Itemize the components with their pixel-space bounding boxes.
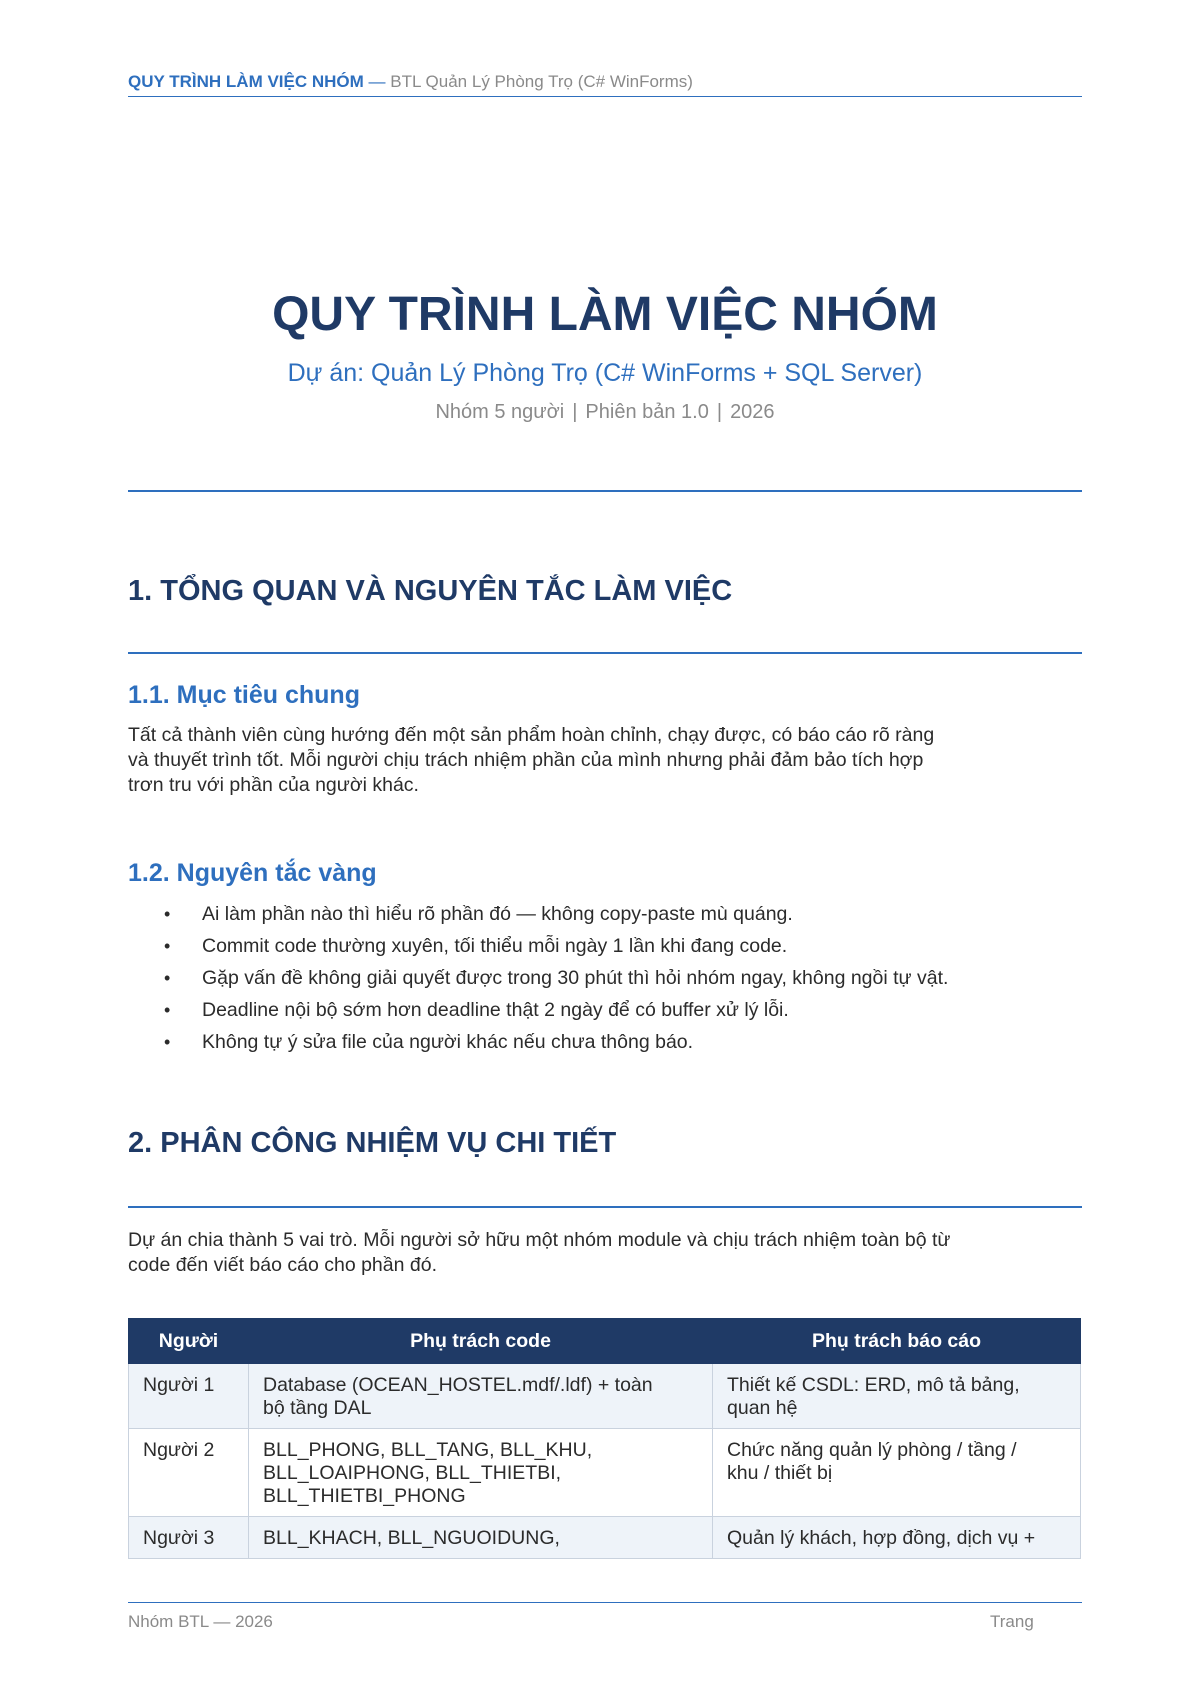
- section-1-rule: [128, 652, 1082, 654]
- cell-code: [249, 1517, 713, 1559]
- meta-version: Phiên bản 1.0: [585, 401, 709, 423]
- list-item-text: Gặp vấn đề không giải quyết được trong 30 phút thì hỏi nhóm ngay, không ngồi tự vật.: [202, 967, 949, 989]
- list-item-text: Không tự ý sửa file của người khác nếu chưa thông báo.: [202, 1031, 694, 1053]
- column-header-report: Phụ trách báo cáo: [713, 1319, 1081, 1364]
- list-item: [128, 930, 1082, 962]
- table-header-row: [129, 1319, 1081, 1364]
- column-header-code: Phụ trách code: [249, 1319, 713, 1364]
- section-2-rule: [128, 1206, 1082, 1208]
- list-item: [128, 994, 1082, 1026]
- list-item: [128, 1026, 1082, 1058]
- document-meta: [128, 398, 1082, 426]
- subsection-1-1-paragraph: [128, 723, 1068, 798]
- cell-line: BLL_PHONG, BLL_TANG, BLL_KHU,: [263, 1439, 593, 1461]
- title-rule: [128, 490, 1082, 492]
- paragraph-line: Tất cả thành viên cùng hướng đến một sản phẩm hoàn chỉnh, chạy được, có báo cáo rõ ràng: [128, 724, 935, 746]
- document-title: QUY TRÌNH LÀM VIỆC NHÓM: [272, 288, 938, 341]
- running-header-title: QUY TRÌNH LÀM VIỆC NHÓM: [128, 72, 364, 91]
- running-header: [128, 70, 1082, 94]
- section-1-heading: 1. TỔNG QUAN VÀ NGUYÊN TẮC LÀM VIỆC: [128, 575, 733, 607]
- paragraph-line: code đến viết báo cáo cho phần đó.: [128, 1254, 437, 1276]
- cell-line: BLL_KHACH, BLL_NGUOIDUNG,: [263, 1527, 560, 1549]
- golden-rules-list: [128, 898, 1082, 1058]
- bullet-icon: •: [164, 936, 171, 956]
- section-2-intro: [128, 1228, 1068, 1278]
- running-header-subtitle: BTL Quản Lý Phòng Trọ (C# WinForms): [390, 72, 693, 91]
- list-item-text: Ai làm phần nào thì hiểu rõ phần đó — không copy-paste mù quáng.: [202, 903, 793, 925]
- table-row: [129, 1429, 1081, 1517]
- meta-separator: |: [716, 401, 723, 423]
- cell-line: BLL_LOAIPHONG, BLL_THIETBI,: [263, 1462, 562, 1484]
- paragraph-line: và thuyết trình tốt. Mỗi người chịu trách nhiệm phần của mình nhưng phải đảm bảo tích hợp: [128, 749, 924, 771]
- cell-line: Quản lý khách, hợp đồng, dịch vụ +: [727, 1527, 1036, 1549]
- cell-line: bộ tầng DAL: [263, 1397, 372, 1419]
- assignment-table: [128, 1318, 1081, 1559]
- footer-text: Nhóm BTL — 2026: [128, 1612, 273, 1631]
- cell-code: [249, 1429, 713, 1517]
- list-item: [128, 962, 1082, 994]
- cell-line: Thiết kế CSDL: ERD, mô tả bảng,: [727, 1374, 1020, 1396]
- cell-person: Người 1: [129, 1364, 249, 1429]
- cell-line: Chức năng quản lý phòng / tầng /: [727, 1439, 1017, 1461]
- meta-team: Nhóm 5 người: [435, 401, 565, 423]
- list-item-text: Commit code thường xuyên, tối thiểu mỗi ngày 1 lần khi đang code.: [202, 935, 788, 957]
- meta-year: 2026: [730, 401, 775, 423]
- cell-code: [249, 1364, 713, 1429]
- subsection-1-2-heading: 1.2. Nguyên tắc vàng: [128, 859, 377, 887]
- footer-rule: [128, 1602, 1082, 1603]
- bullet-icon: •: [164, 1000, 171, 1020]
- meta-separator: |: [572, 401, 578, 423]
- bullet-icon: •: [164, 968, 171, 988]
- cell-line: quan hệ: [727, 1397, 798, 1419]
- cell-line: khu / thiết bị: [727, 1462, 833, 1484]
- cell-report: [713, 1429, 1081, 1517]
- list-item: [128, 898, 1082, 930]
- paragraph-line: trơn tru với phần của người khác.: [128, 774, 419, 796]
- header-rule: [128, 96, 1082, 97]
- document-subtitle: Dự án: Quản Lý Phòng Trọ (C# WinForms + SQL Server): [287, 359, 923, 387]
- table-row: [129, 1517, 1081, 1559]
- page-label: Trang: [990, 1612, 1034, 1631]
- cell-report: [713, 1517, 1081, 1559]
- running-header-separator: —: [368, 72, 386, 91]
- cell-report: [713, 1364, 1081, 1429]
- cell-person: Người 2: [129, 1429, 249, 1517]
- paragraph-line: Dự án chia thành 5 vai trò. Mỗi người sở hữu một nhóm module và chịu trách nhiệm toàn bộ từ: [128, 1229, 951, 1251]
- cell-person: Người 3: [129, 1517, 249, 1559]
- list-item-text: Deadline nội bộ sớm hơn deadline thật 2 ngày để có buffer xử lý lỗi.: [202, 999, 789, 1021]
- table-row: [129, 1364, 1081, 1429]
- cell-line: BLL_THIETBI_PHONG: [263, 1485, 466, 1507]
- column-header-person: Người: [129, 1319, 249, 1364]
- bullet-icon: •: [164, 1032, 171, 1052]
- subsection-1-1-heading: 1.1. Mục tiêu chung: [128, 681, 360, 709]
- section-2-heading: 2. PHÂN CÔNG NHIỆM VỤ CHI TIẾT: [128, 1127, 617, 1159]
- bullet-icon: •: [164, 904, 171, 924]
- cell-line: Database (OCEAN_HOSTEL.mdf/.ldf) + toàn: [263, 1374, 653, 1396]
